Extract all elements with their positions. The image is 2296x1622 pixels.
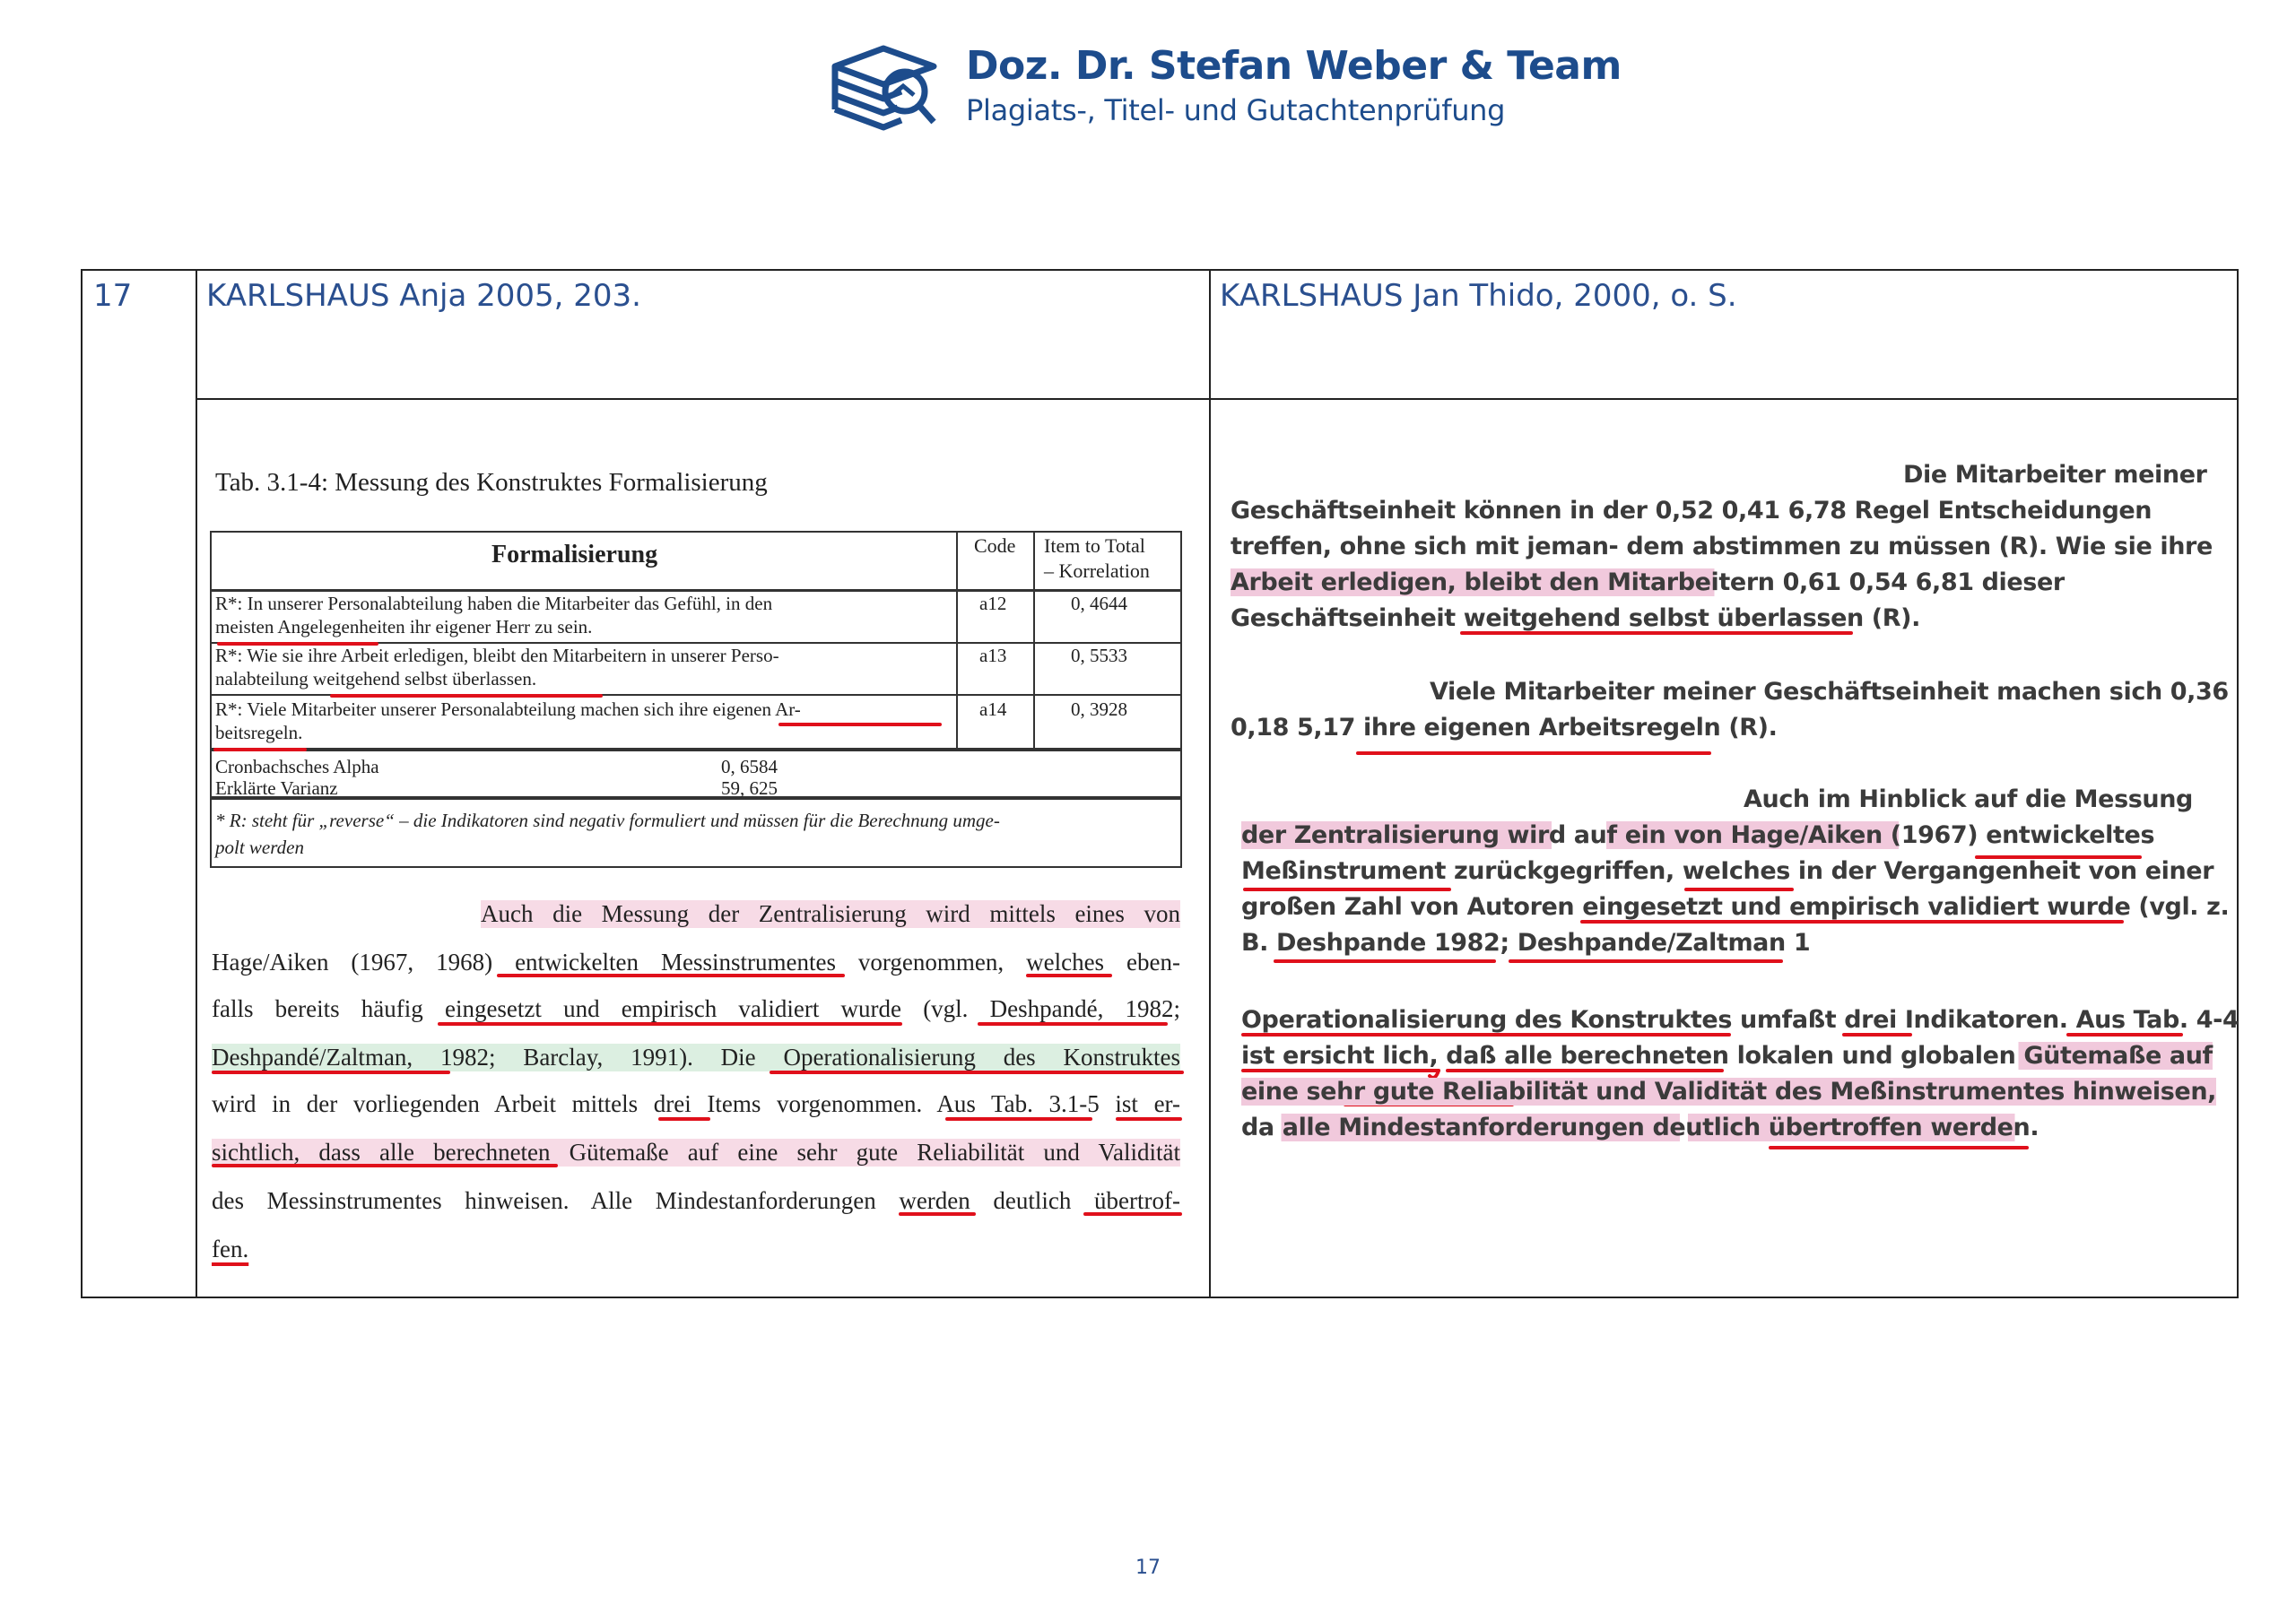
right-text-line: B. Deshpande 1982; Deshpande/Zaltman 1 <box>1241 929 1811 957</box>
page-number: 17 <box>1135 1557 1161 1579</box>
column-divider <box>196 271 197 1297</box>
paragraph-line: Deshpandé/Zaltman, 1982; Barclay, 1991). Die Operationalisierung des Konstruktes <box>212 1044 1180 1071</box>
right-text-line: Arbeit erledigen, bleibt den Mitarbeitern 0,61 0,54 6,81 dieser <box>1231 568 2065 596</box>
table-row-code: a14 <box>979 698 1007 720</box>
right-text-line: Viele Mitarbeiter meiner Geschäftseinheit machen sich 0,36 <box>1430 678 2229 706</box>
item-header: Item to Total <box>1044 534 1145 557</box>
column-divider <box>1209 271 1211 1297</box>
paragraph-line: falls bereits häufig eingesetzt und empirisch validiert wurde (vgl. Deshpandé, 1982; <box>212 995 1180 1022</box>
brand-title: Doz. Dr. Stefan Weber & Team <box>966 43 1622 89</box>
paragraph-line: Hage/Aiken (1967, 1968) entwickelten Messinstrumentes vorgenommen, welches eben- <box>212 949 1180 976</box>
right-text-line: da alle Mindestanforderungen deutlich übertroffen werden. <box>1241 1114 2039 1141</box>
brand-subtitle: Plagiats-, Titel- und Gutachtenprüfung <box>966 93 1506 127</box>
table-row-code: a13 <box>979 645 1007 666</box>
table-row-text: R*: Viele Mitarbeiter unserer Personalabteilung machen sich ihre eigenen Ar- <box>215 698 801 720</box>
right-text-line: der Zentralisierung wird auf ein von Hage/Aiken (1967) entwickeltes <box>1241 821 2155 849</box>
right-text-line: Die Mitarbeiter meiner <box>1903 461 2207 489</box>
table-note: * R: steht für „reverse“ – die Indikatoren sind negativ formuliert und müssen für die Berechnung umge- <box>215 810 1000 831</box>
right-text-line: Auch im Hinblick auf die Messung <box>1744 785 2193 813</box>
book-stack-magnifier-icon <box>830 36 939 133</box>
item-header-line2: – Korrelation <box>1044 559 1150 582</box>
variance-label: Erklärte Varianz <box>215 777 338 799</box>
table-row-text: nalabteilung weitgehend selbst überlassen. <box>215 668 537 690</box>
variance-value: 59, 625 <box>721 777 778 799</box>
right-text-line: eine sehr gute Reliabilität und Validität des Meßinstrumentes hinweisen, <box>1241 1078 2217 1106</box>
code-header: Code <box>974 534 1016 557</box>
paragraph-line: wird in der vorliegenden Arbeit mittels drei Items vorgenommen. Aus Tab. 3.1-5 ist er- <box>212 1090 1180 1117</box>
brand-header <box>830 36 1622 136</box>
alpha-label: Cronbachsches Alpha <box>215 756 379 777</box>
formalisierung-table <box>210 531 1182 868</box>
paragraph-line: sichtlich, dass alle berechneten Gütemaße auf eine sehr gute Reliabilität und Validität <box>212 1139 1180 1166</box>
table-header-label: Formalisierung <box>491 541 658 568</box>
table-row-value: 0, 4644 <box>1071 593 1127 614</box>
right-text-line: 0,18 5,17 ihre eigenen Arbeitsregeln (R). <box>1231 714 1778 742</box>
table-row-text: beitsregeln. <box>215 722 303 743</box>
row-number: 17 <box>93 278 133 314</box>
column-divider <box>1033 531 1035 751</box>
paragraph-line: des Messinstrumentes hinweisen. Alle Mindestanforderungen werden deutlich übertrof- <box>212 1187 1180 1214</box>
paragraph-line: fen. <box>212 1236 249 1262</box>
table-row-code: a12 <box>979 593 1007 614</box>
table-row-value: 0, 3928 <box>1071 698 1127 720</box>
right-text-line: Operationalisierung des Konstruktes umfaßt drei Indikatoren. Aus Tab. 4-4 <box>1241 1006 2239 1034</box>
alpha-value: 0, 6584 <box>721 756 778 777</box>
right-text-line: Geschäftseinheit können in der 0,52 0,41 6,78 Regel Entscheidungen <box>1231 497 2152 525</box>
table-caption: Tab. 3.1-4: Messung des Konstruktes Formalisierung <box>215 468 768 497</box>
right-text-line: ist ersicht lich, daß alle berechneten lokalen und globalen Gütemaße auf <box>1241 1042 2213 1070</box>
right-text-line: treffen, ohne sich mit jeman- dem abstimmen zu müssen (R). Wie sie ihre <box>1231 533 2213 560</box>
table-row-text: R*: Wie sie ihre Arbeit erledigen, bleibt den Mitarbeitern in unserer Perso- <box>215 645 779 666</box>
right-text-line: großen Zahl von Autoren eingesetzt und empirisch validiert wurde (vgl. z. <box>1241 893 2230 921</box>
paragraph-line: Auch die Messung der Zentralisierung wird mittels eines von <box>481 900 1180 927</box>
left-source-citation: KARLSHAUS Anja 2005, 203. <box>206 278 641 314</box>
table-row-text: meisten Angelegenheiten ihr eigener Herr zu sein. <box>215 616 593 638</box>
table-note: polt werden <box>215 837 304 858</box>
right-source-citation: KARLSHAUS Jan Thido, 2000, o. S. <box>1220 278 1737 314</box>
table-row-text: R*: In unserer Personalabteilung haben die Mitarbeiter das Gefühl, in den <box>215 593 773 614</box>
row-divider <box>196 398 2237 400</box>
column-divider <box>956 531 958 751</box>
table-header-row <box>210 531 1182 592</box>
right-text-line: Geschäftseinheit weitgehend selbst überlassen (R). <box>1231 604 1920 632</box>
right-text-line: Meßinstrument zurückgegriffen, weIches in der Vergangenheit von einer <box>1241 857 2214 885</box>
table-row-value: 0, 5533 <box>1071 645 1127 666</box>
